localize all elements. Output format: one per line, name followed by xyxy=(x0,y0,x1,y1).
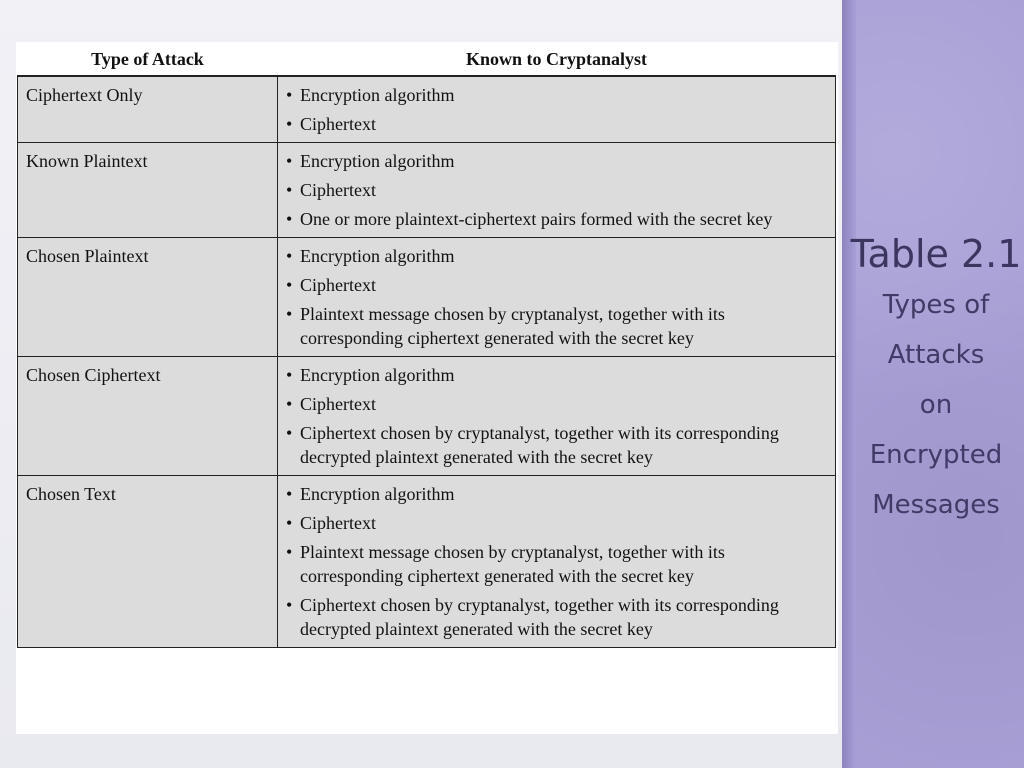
bullet-icon: • xyxy=(286,304,293,324)
known-items-cell xyxy=(278,476,836,648)
known-item-text: Ciphertext chosen by cryptanalyst, together with its corresponding decrypted plaintext generated with the secret key xyxy=(300,595,779,639)
known-item-text: Ciphertext xyxy=(300,394,376,414)
attack-type-cell: Chosen Text xyxy=(18,476,278,648)
attack-type-cell: Known Plaintext xyxy=(18,143,278,238)
bullet-icon: • xyxy=(286,114,293,134)
slide-subtitle-line: Attacks xyxy=(887,340,985,370)
known-items-cell xyxy=(278,143,836,238)
known-item-text: Ciphertext chosen by cryptanalyst, together with its corresponding decrypted plaintext generated with the secret key xyxy=(300,423,779,467)
slide-title-block xyxy=(848,228,1024,530)
table-row xyxy=(18,238,836,357)
slide-subtitle-line: Types of xyxy=(882,290,990,320)
table-row xyxy=(18,76,836,143)
known-items-list xyxy=(286,83,827,136)
bullet-icon: • xyxy=(286,542,293,562)
bullet-icon: • xyxy=(286,85,293,105)
bullet-icon: • xyxy=(286,423,293,443)
known-item-text: Encryption algorithm xyxy=(300,151,455,171)
slide-title: Table 2.1 xyxy=(850,232,1022,276)
bullet-icon: • xyxy=(286,513,293,533)
known-items-cell xyxy=(278,238,836,357)
bullet-icon: • xyxy=(286,595,293,615)
known-item-text: Plaintext message chosen by cryptanalyst, together with its corresponding ciphertext generated with the secret key xyxy=(300,304,725,348)
header-known-to-cryptanalyst: Known to Cryptanalyst xyxy=(278,43,836,76)
known-items-list xyxy=(286,363,827,469)
known-item-text: Ciphertext xyxy=(300,513,376,533)
known-item xyxy=(286,392,827,416)
known-item xyxy=(286,273,827,297)
attack-type-cell: Chosen Plaintext xyxy=(18,238,278,357)
bullet-icon: • xyxy=(286,484,293,504)
known-item-text: Encryption algorithm xyxy=(300,85,455,105)
known-item xyxy=(286,482,827,506)
known-item xyxy=(286,178,827,202)
known-item-text: Encryption algorithm xyxy=(300,246,455,266)
known-item xyxy=(286,511,827,535)
known-item xyxy=(286,112,827,136)
known-item xyxy=(286,421,827,469)
known-item-text: Ciphertext xyxy=(300,114,376,134)
bullet-icon: • xyxy=(286,246,293,266)
known-items-cell xyxy=(278,76,836,143)
known-items-list xyxy=(286,149,827,231)
known-item-text: One or more plaintext-ciphertext pairs formed with the secret key xyxy=(300,209,773,229)
known-item-text: Encryption algorithm xyxy=(300,365,455,385)
slide-subtitle-line: on xyxy=(919,390,953,420)
table-row xyxy=(18,476,836,648)
bullet-icon: • xyxy=(286,209,293,229)
known-item-text: Encryption algorithm xyxy=(300,484,455,504)
known-item xyxy=(286,83,827,107)
known-items-cell xyxy=(278,357,836,476)
known-item xyxy=(286,363,827,387)
known-items-list xyxy=(286,244,827,350)
bullet-icon: • xyxy=(286,365,293,385)
known-item xyxy=(286,302,827,350)
slide-subtitle-line: Messages xyxy=(872,490,1000,520)
known-item-text: Ciphertext xyxy=(300,180,376,200)
attack-type-cell: Ciphertext Only xyxy=(18,76,278,143)
attacks-table xyxy=(17,43,836,648)
known-item xyxy=(286,593,827,641)
table-header-row xyxy=(18,43,836,76)
attack-type-cell: Chosen Ciphertext xyxy=(18,357,278,476)
header-type-of-attack: Type of Attack xyxy=(18,43,278,76)
known-item xyxy=(286,244,827,268)
bullet-icon: • xyxy=(286,394,293,414)
table-body xyxy=(18,76,836,648)
known-item-text: Ciphertext xyxy=(300,275,376,295)
known-item-text: Plaintext message chosen by cryptanalyst, together with its corresponding ciphertext generated with the secret key xyxy=(300,542,725,586)
slide-subtitle-line: Encrypted xyxy=(869,440,1003,470)
known-item xyxy=(286,207,827,231)
known-items-list xyxy=(286,482,827,641)
table-row xyxy=(18,143,836,238)
known-item xyxy=(286,540,827,588)
bullet-icon: • xyxy=(286,275,293,295)
known-item xyxy=(286,149,827,173)
bullet-icon: • xyxy=(286,151,293,171)
bullet-icon: • xyxy=(286,180,293,200)
table-row xyxy=(18,357,836,476)
